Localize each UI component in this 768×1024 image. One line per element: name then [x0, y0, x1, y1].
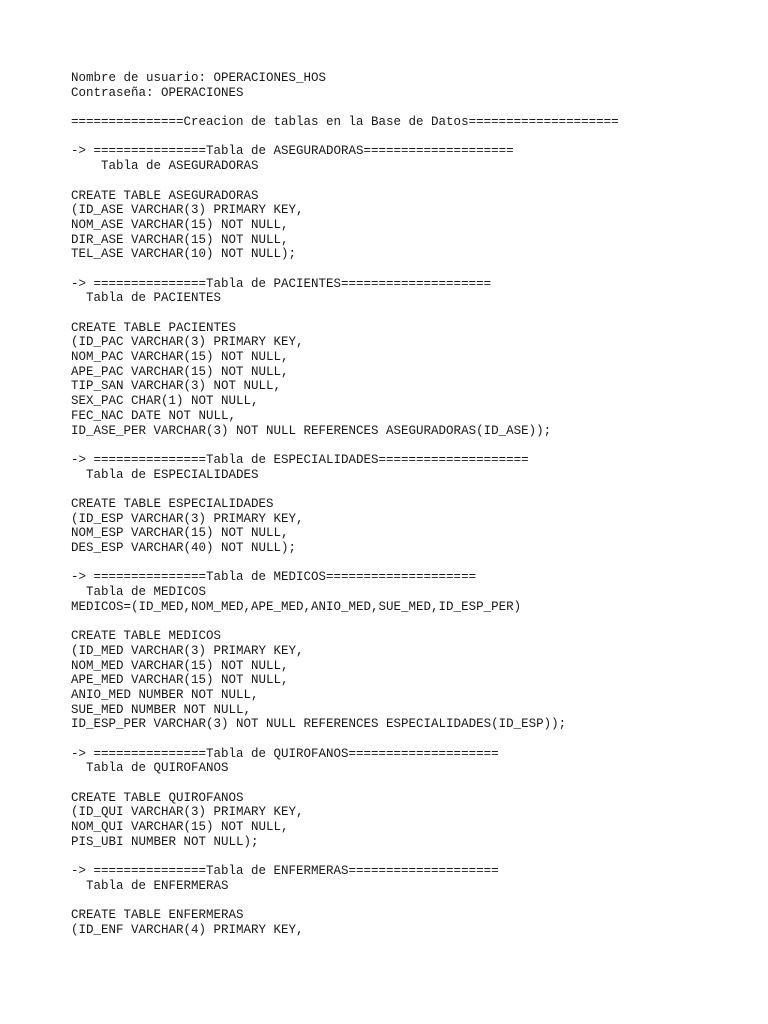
- text-line: NOM_ESP VARCHAR(15) NOT NULL,: [71, 526, 289, 541]
- text-line: TIP_SAN VARCHAR(3) NOT NULL,: [71, 379, 282, 394]
- text-line: Tabla de MEDICOS: [71, 585, 207, 600]
- text-line: Tabla de ENFERMERAS: [71, 878, 229, 893]
- text-line: CREATE TABLE ENFERMERAS: [71, 908, 244, 923]
- blank-line: [71, 306, 748, 321]
- text-line: -> ===============Tabla de PACIENTES====================: [71, 276, 492, 291]
- text-line: (ID_PAC VARCHAR(3) PRIMARY KEY,: [71, 335, 304, 350]
- text-line: -> ===============Tabla de ASEGURADORAS====================: [71, 144, 514, 159]
- text-line: DES_ESP VARCHAR(40) NOT NULL);: [71, 541, 297, 555]
- text-line: SUE_MED NUMBER NOT NULL,: [71, 702, 252, 717]
- blank-line: [71, 438, 748, 453]
- text-line: CREATE TABLE ESPECIALIDADES: [71, 496, 274, 511]
- text-line: CREATE TABLE ASEGURADORAS: [71, 188, 259, 203]
- text-line: NOM_PAC VARCHAR(15) NOT NULL,: [71, 350, 289, 365]
- text-line: Tabla de ESPECIALIDADES: [71, 467, 259, 482]
- text-line: Nombre de usuario: OPERACIONES_HOS: [71, 71, 327, 85]
- text-line: PIS_UBI NUMBER NOT NULL);: [71, 834, 259, 849]
- text-line: -> ===============Tabla de ENFERMERAS====================: [71, 864, 499, 879]
- text-line: DIR_ASE VARCHAR(15) NOT NULL,: [71, 232, 289, 247]
- text-line: (ID_MED VARCHAR(3) PRIMARY KEY,: [71, 643, 304, 658]
- text-line: NOM_QUI VARCHAR(15) NOT NULL,: [71, 820, 289, 835]
- text-line: TEL_ASE VARCHAR(10) NOT NULL);: [71, 247, 297, 262]
- text-line: (ID_ASE VARCHAR(3) PRIMARY KEY,: [71, 203, 304, 218]
- text-line: NOM_MED VARCHAR(15) NOT NULL,: [71, 658, 289, 673]
- text-line: (ID_ENF VARCHAR(4) PRIMARY KEY,: [71, 922, 304, 937]
- blank-line: [71, 556, 748, 571]
- text-line: FEC_NAC DATE NOT NULL,: [71, 408, 237, 423]
- blank-line: [71, 130, 748, 145]
- blank-line: [71, 262, 748, 277]
- text-line: MEDICOS=(ID_MED,NOM_MED,APE_MED,ANIO_MED,SUE_MED,ID_ESP_PER): [71, 599, 522, 614]
- blank-line: [71, 776, 748, 791]
- text-line: CREATE TABLE MEDICOS: [71, 629, 222, 644]
- text-line: CREATE TABLE PACIENTES: [71, 320, 237, 335]
- text-line: (ID_ESP VARCHAR(3) PRIMARY KEY,: [71, 511, 304, 526]
- text-line: ===============Creacion de tablas en la Base de Datos====================: [71, 115, 619, 130]
- text-line: CREATE TABLE QUIROFANOS: [71, 790, 244, 805]
- text-line: -> ===============Tabla de MEDICOS====================: [71, 570, 477, 585]
- text-line: APE_MED VARCHAR(15) NOT NULL,: [71, 673, 289, 688]
- text-line: ID_ESP_PER VARCHAR(3) NOT NULL REFERENCES ESPECIALIDADES(ID_ESP));: [71, 717, 567, 732]
- text-line: APE_PAC VARCHAR(15) NOT NULL,: [71, 364, 289, 379]
- blank-line: [71, 614, 748, 629]
- text-line: -> ===============Tabla de ESPECIALIDADES====================: [71, 452, 529, 467]
- text-line: (ID_QUI VARCHAR(3) PRIMARY KEY,: [71, 805, 304, 820]
- text-line: ANIO_MED NUMBER NOT NULL,: [71, 687, 259, 702]
- blank-line: [71, 174, 748, 189]
- blank-line: [71, 849, 748, 864]
- text-line: SEX_PAC CHAR(1) NOT NULL,: [71, 394, 259, 409]
- text-line: -> ===============Tabla de QUIROFANOS====================: [71, 746, 499, 761]
- text-line: Tabla de ASEGURADORAS: [71, 159, 259, 174]
- text-line: Tabla de QUIROFANOS: [71, 761, 229, 776]
- blank-line: [71, 732, 748, 747]
- blank-line: [71, 894, 748, 909]
- text-line: Contraseña: OPERACIONES: [71, 85, 244, 100]
- text-line: Tabla de PACIENTES: [71, 291, 222, 306]
- blank-line: [71, 482, 748, 497]
- text-line: NOM_ASE VARCHAR(15) NOT NULL,: [71, 217, 289, 232]
- blank-line: [71, 100, 748, 115]
- document-page: [71, 71, 748, 1024]
- text-line: ID_ASE_PER VARCHAR(3) NOT NULL REFERENCES ASEGURADORAS(ID_ASE));: [71, 423, 552, 438]
